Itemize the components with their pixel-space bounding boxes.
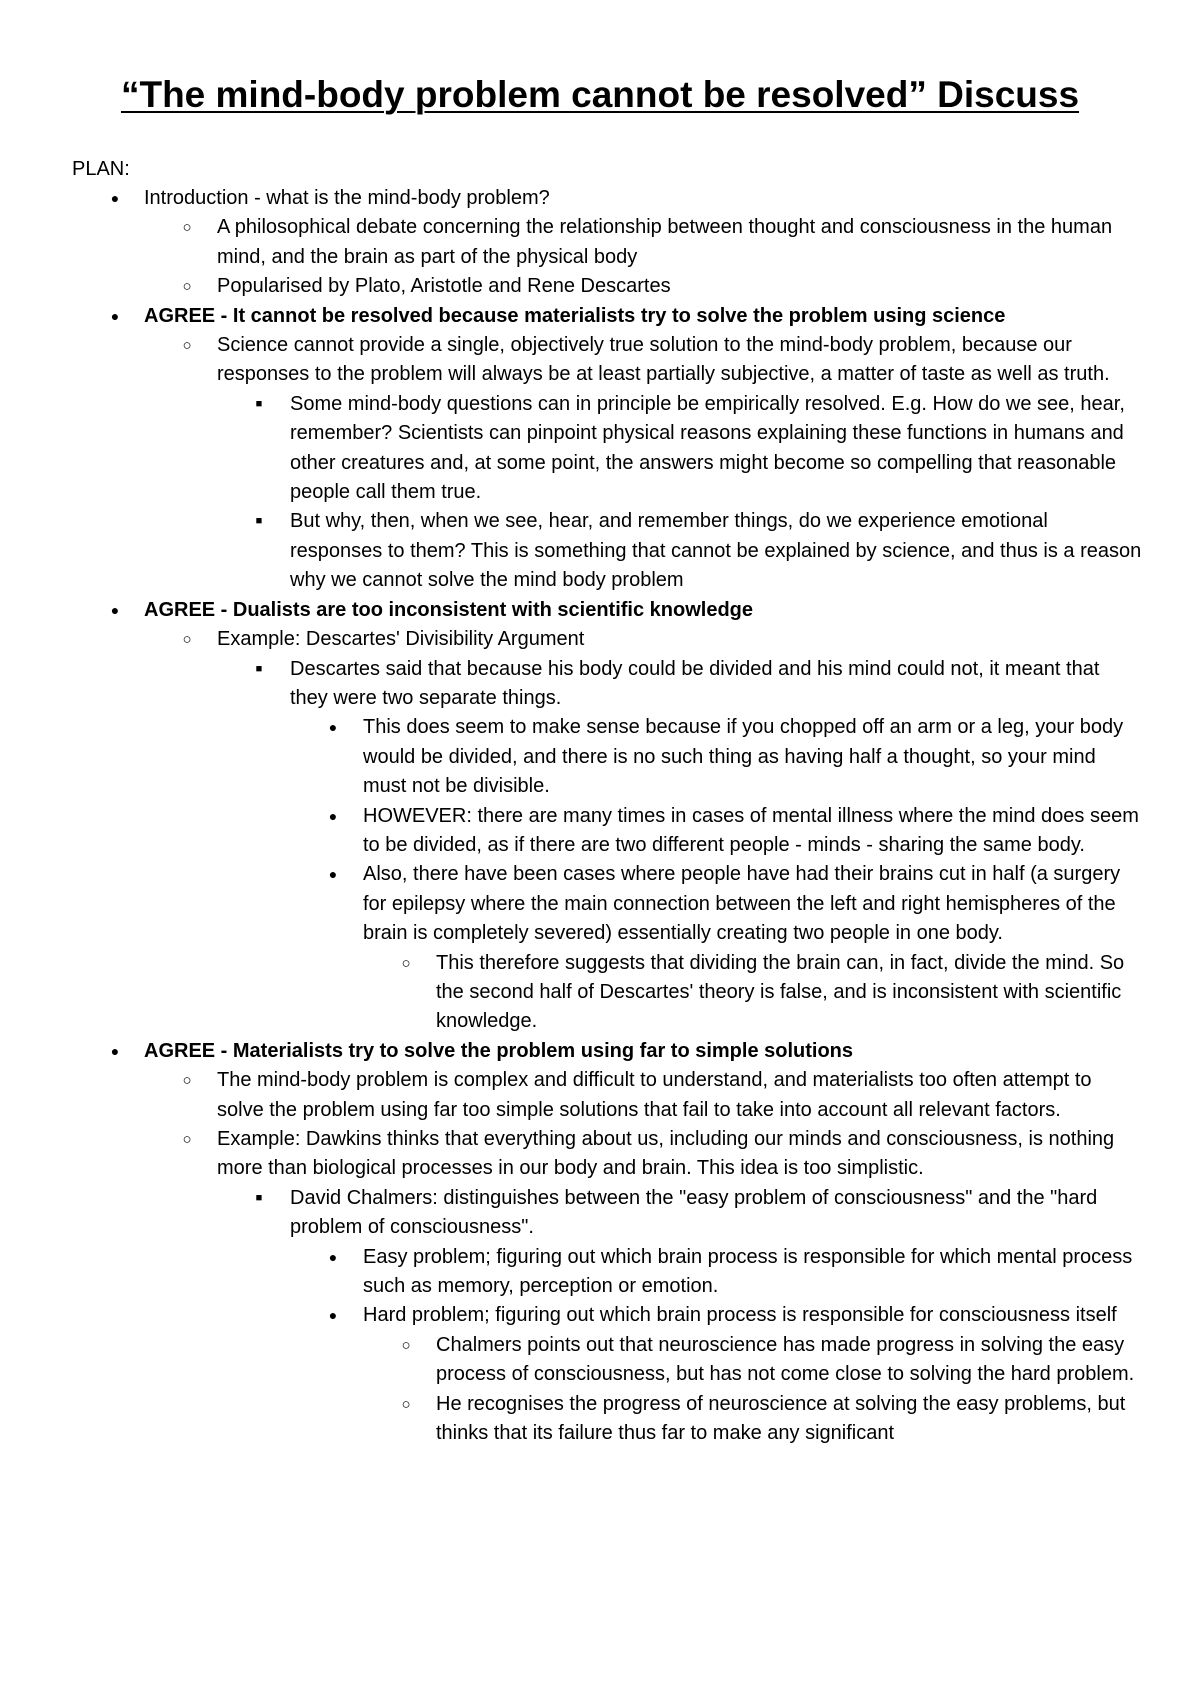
bullet-icon: ■ [255,515,263,528]
outline-item [72,625,1142,654]
bullet-icon: ● [328,719,338,736]
outline-item [72,655,1142,714]
bullet-icon: ● [110,1042,120,1059]
outline-item-text: Descartes said that because his body could be divided and his mind could not, it meant that they were two separate things. [290,657,1100,709]
outline-item-text: HOWEVER: there are many times in cases of mental illness where the mind does seem to be divided, as if there are two different people - minds - sharing the same body. [363,804,1139,856]
outline-item [72,390,1142,508]
outline-item-text: Example: Descartes' Divisibility Argument [217,628,585,651]
bullet-icon: ○ [182,1072,192,1090]
outline-item-text: But why, then, when we see, hear, and remember things, do we experience emotional responses to them? This is something that cannot be explained by science, and thus is a reason why we cannot solve the mind body problem [290,510,1142,592]
outline-item [72,184,1142,213]
outline-item [72,802,1142,861]
outline-item-text: David Chalmers: distinguishes between the "easy problem of consciousness" and the "hard problem of consciousness". [290,1186,1098,1239]
outline-item-text: This therefore suggests that dividing the brain can, in fact, divide the mind. So the second half of Descartes' theory is false, and is inconsistent with scientific knowledge. [436,951,1125,1033]
outline-item-text: Also, there have been cases where people have had their brains cut in half (a surgery for epilepsy where the main connection between the left and right hemispheres of the brain is completely severed) essentially creating two people in one body. [363,863,1121,945]
bullet-icon: ● [110,601,120,618]
outline-item-text: Example: Dawkins thinks that everything about us, including our minds and consciousness, is nothing more than biological processes in our body and brain. This idea is too simplistic. [217,1128,1115,1180]
bullet-icon: ● [110,190,120,206]
plan-label: PLAN: [72,158,130,180]
bullet-icon: ○ [182,337,192,355]
outline-item [72,1184,1142,1243]
outline-item-text: Easy problem; figuring out which brain process is responsible for which mental process such as memory, perception or emotion. [363,1245,1133,1298]
outline-item-text: A philosophical debate concerning the relationship between thought and consciousness in the human mind, and the brain as part of the physical body [217,216,1113,268]
bullet-icon: ○ [401,954,411,972]
outline-item-text: Science cannot provide a single, objectively true solution to the mind-body problem, because our responses to the problem will always be at least partially subjective, a matter of taste as well as truth. [217,334,1110,386]
outline-item [72,331,1142,390]
bullet-icon: ● [110,307,120,324]
outline-item [72,860,1142,948]
bullet-icon: ■ [255,397,263,410]
outline-item-text: Hard problem; figuring out which brain process is responsible for consciousness itself [363,1304,1117,1327]
bullet-icon: ○ [182,1131,192,1148]
outline-item-text: Popularised by Plato, Aristotle and Rene Descartes [217,275,671,298]
bullet-icon: ● [328,807,338,824]
bullet-icon: ● [328,866,338,883]
bullet-icon: ■ [255,1191,263,1204]
outline-heading-item [72,302,1142,331]
outline-item-text: AGREE - Dualists are too inconsistent with scientific knowledge [144,598,753,621]
outline-item-text: Chalmers points out that neuroscience has made progress in solving the easy process of consciousness, but has not come close to solving the hard problem. [436,1333,1135,1386]
outline-item [72,272,1142,301]
outline-item [72,507,1142,595]
bullet-icon: ○ [182,219,192,237]
outline-item [72,949,1142,1037]
bullet-icon: ● [328,1307,338,1324]
outline-heading-item [72,596,1142,625]
outline-item-text: AGREE - It cannot be resolved because materialists try to solve the problem using science [144,304,1006,327]
outline-item [72,1301,1142,1330]
document-title: “The mind-body problem cannot be resolved” Discuss [120,74,1080,115]
outline-item [72,1243,1142,1302]
outline-item-text: AGREE - Materialists try to solve the problem using far to simple solutions [144,1039,854,1062]
outline-item [72,1125,1142,1184]
bullet-icon: ○ [401,1395,411,1413]
outline-item [72,1390,1142,1449]
outline-item-text: Introduction - what is the mind-body problem? [144,187,550,209]
bullet-icon: ○ [182,278,192,296]
bullet-icon: ■ [255,662,263,675]
outline-item-text: The mind-body problem is complex and difficult to understand, and materialists too often attempt to solve the problem using far too simple solutions that fail to take into account all relevant factors. [217,1069,1092,1121]
outline-heading-item [72,1037,1142,1066]
outline-item [72,713,1142,801]
outline-item [72,1066,1142,1125]
outline-item [72,1331,1142,1390]
outline-item-text: This does seem to make sense because if you chopped off an arm or a leg, your body would be divided, and there is no such thing as having half a thought, so your mind must not be divisible. [363,716,1124,798]
outline-item [72,213,1142,272]
bullet-icon: ○ [401,1336,411,1354]
outline-item-text: Some mind-body questions can in principle be empirically resolved. E.g. How do we see, hear, remember? Scientists can pinpoint physical reasons explaining these functions in humans and other creatures and, at some point, the answers might become so compelling that reasonable people call them true. [290,392,1125,504]
bullet-icon: ○ [182,631,192,649]
outline-item-text: He recognises the progress of neuroscience at solving the easy problems, but thinks that its failure thus far to make any significant [436,1392,1126,1445]
bullet-icon: ● [328,1248,338,1265]
plan-outline [72,184,1142,1448]
